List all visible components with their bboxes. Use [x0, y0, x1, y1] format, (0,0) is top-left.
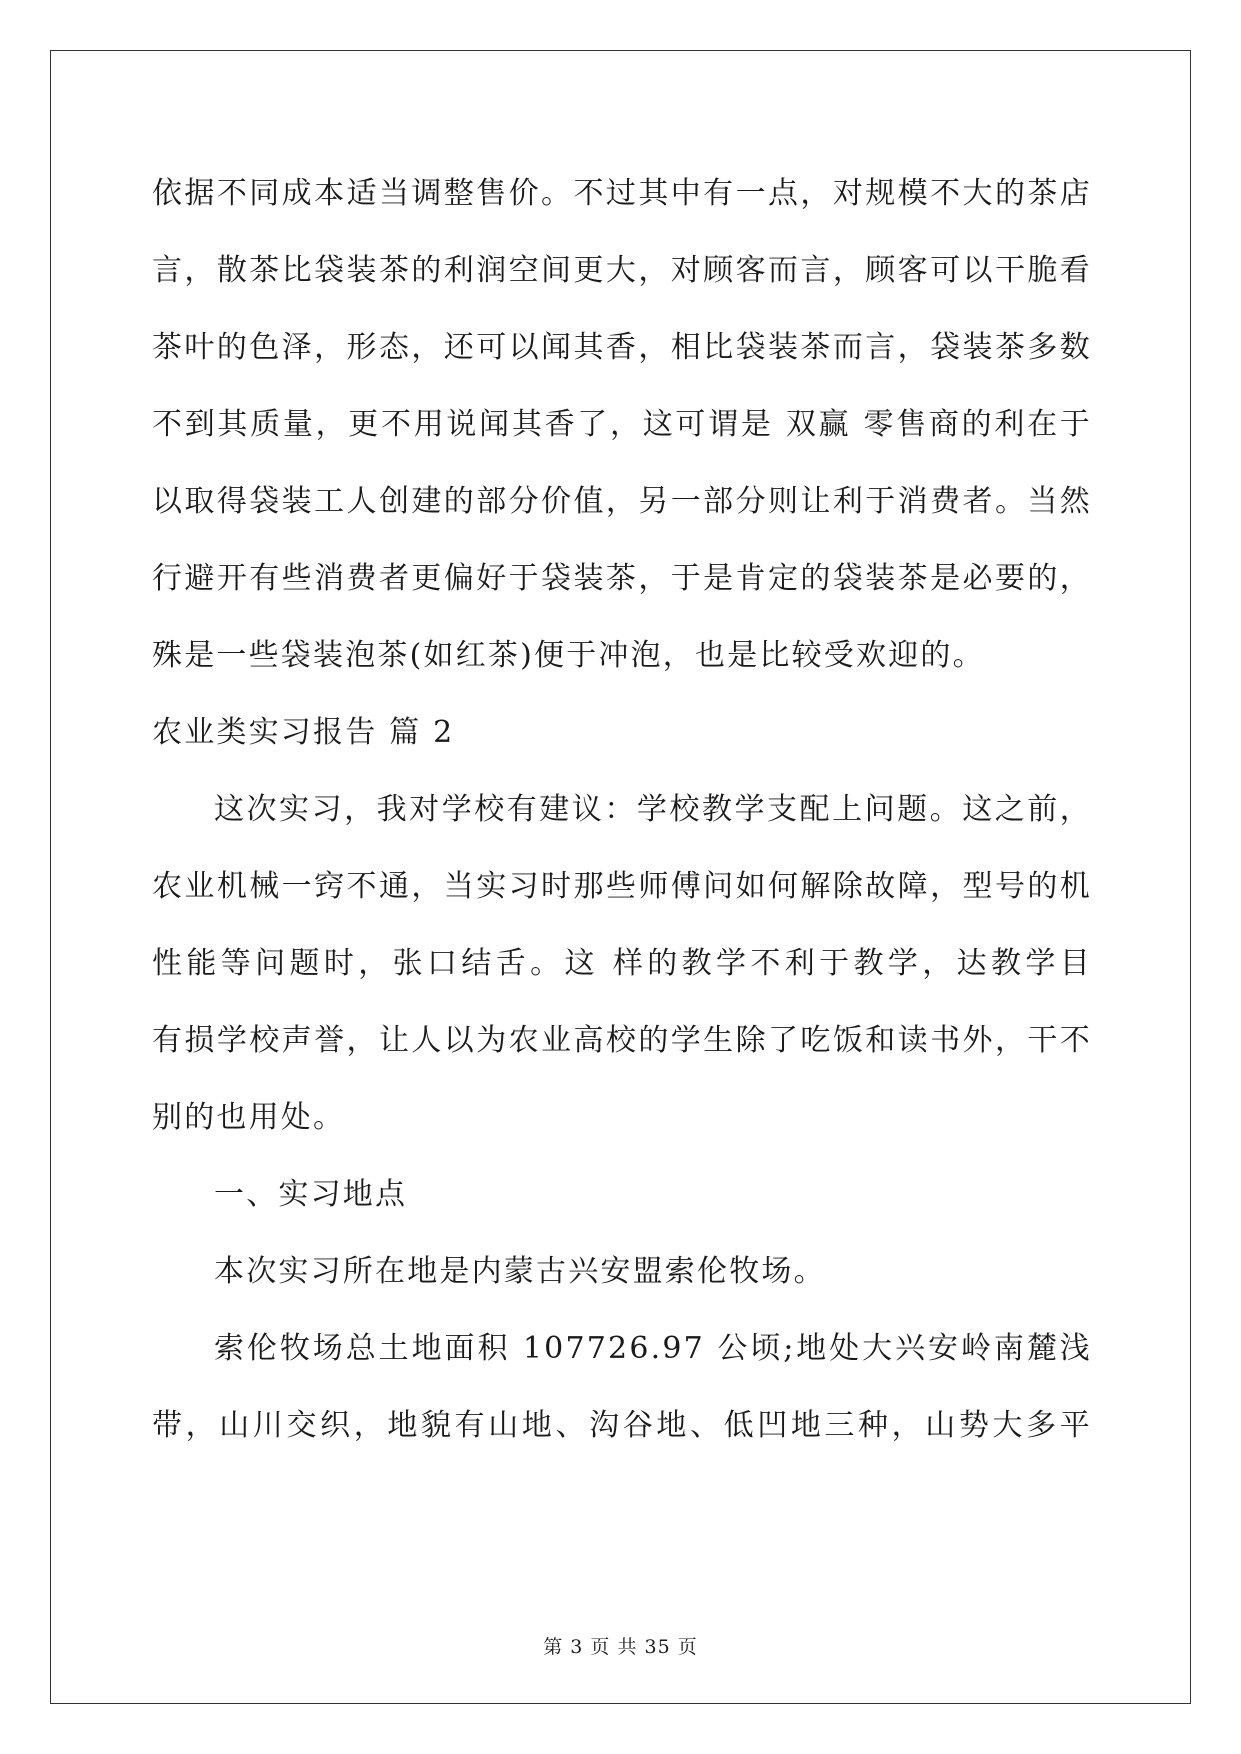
text-line: 农业机械一窍不通，当实习时那些师傅问如何解除故障，型号的机: [152, 869, 1092, 904]
text-line: 这次实习，我对学校有建议：学校教学支配上问题。这之前，: [214, 792, 1092, 827]
text-line: 别的也用处。: [152, 1100, 346, 1135]
document-body: [152, 155, 1092, 1464]
text-line: 殊是一些袋装泡茶(如红茶)便于冲泡，也是比较受欢迎的。: [152, 638, 985, 673]
text-line: 有损学校声誉，让人以为农业高校的学生除了吃饭和读书外，干不: [152, 1023, 1092, 1058]
page-footer: 第 3 页 共 35 页: [543, 1636, 698, 1658]
text-line: 言，散茶比袋装茶的利润空间更大，对顾客而言，顾客可以干脆看: [152, 253, 1092, 288]
text-line: 行避开有些消费者更偏好于袋装茶，于是肯定的袋装茶是必要的，: [152, 561, 1092, 596]
text-line: 不到其质量，更不用说闻其香了，这可谓是 双赢 零售商的利在于: [152, 407, 1092, 442]
section-heading: 农业类实习报告 篇 2: [152, 715, 455, 750]
text-line: 茶叶的色泽，形态，还可以闻其香，相比袋装茶而言，袋装茶多数: [152, 330, 1092, 365]
text-line: 带，山川交织，地貌有山地、沟谷地、低凹地三种，山势大多平: [152, 1408, 1092, 1443]
text-line: 性能等问题时，张口结舌。这 样的教学不利于教学，达教学目: [152, 946, 1092, 981]
text-line: 以取得袋装工人创建的部分价值，另一部分则让利于消费者。当然: [152, 484, 1092, 519]
text-line: 依据不同成本适当调整售价。不过其中有一点，对规模不大的茶店: [152, 176, 1092, 211]
text-line: 本次实习所在地是内蒙古兴安盟索伦牧场。: [214, 1254, 826, 1289]
text-line: 索伦牧场总土地面积 107726.97 公顷;地处大兴安岭南麓浅: [214, 1331, 1092, 1366]
subsection-heading: 一、实习地点: [214, 1177, 408, 1212]
